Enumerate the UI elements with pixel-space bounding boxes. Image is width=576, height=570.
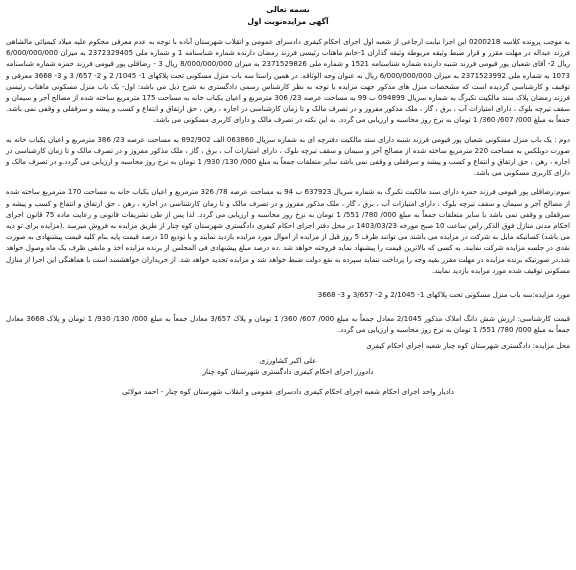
header-bismillah: بسمه تعالی	[266, 5, 310, 14]
signature-title: دادورز اجرای احکام کیفری دادگستری شهرستان کوه چنار	[202, 367, 374, 377]
notice-title: آگهی مزایده‌نوبت اول	[247, 17, 329, 26]
signature-name: علی اکبر کشاورزی	[259, 355, 317, 365]
auction-venue-line: محل مزایده: دادگستری شهرستان کوه چنار شعبه اجرای احکام کیفری	[366, 340, 570, 350]
intro-paragraph: به موجب پرونده کلاسه 0200218 این اجرا نیابت ارجاعی از شعبه اول اجرای احکام کیفری دادسرای عمومی و انقلاب شهرستان آباده با توجه به عدم معرفی محکوم علیه میلاد کیمیائی مالشاهی فرزند عبداله در مهلت مقرر و قرار ضبط وثیقه مربوطه وثیقه گذاران 1-خانم ماهتاب رئیسی فرزند رمضان دارنده شماره شناسنامه 1 و شماره ملی 2372329405 به میزان 6/000/000/000 ریال 2- آقای شعبان پور قیومی فرزند شنبه دارنده شماره شناسنامه 1521 و شماره ملی 2371529826 به میزان 8/000/000/000 ریال 3 - رضاقلی پور قیومی فرزند حمزه شماره شناسنامه 1073 به شماره ملی 2371523992 به میزان 6/000/000/000 ریال به عنوان وجه الوثاقه. در همین راستا سه باب منزل مسکونی تحت پلاکهای 1- 1045/ 2 و 2- 657/ 3 و 3- 3668 معرفی و توقیف و کارشناسی گردیده است که مشخصات منزل های مذکور جهت مزایده با توجه به نظر کارشناس رسمی دادگستری به شرح ذیل می باشد: اول- یک باب منزل مسکونی ماهتاب رئیسی فرزند رمضان پلاک سند مالکیت نکبرگ به شماره سریال 094899 ب 99 به مساحت عرصه 23/ 306 مترمربع و اعیان یکباب خانه به مساحت 175 مترمربع ساخته شده از مصالح آجر و سیمان و سقف تیرچه بلوک ، دارای امتیازات آب ، برق ، گاز ، ملک مذکور مفروز و در تصرف مالک و تا زمان کارشناسی در اجاره ، رهن ، حق ارتفاق و انتفاع و کسب و پیشه و سرقفلی و وقفی نمی باشد. جمعاً به مبلغ 000/ 607/ 360/ 1 تومان به نرخ روز محاسبه و ارزیابی می گردد. به این نکته در تصرف مالک و دارای کاربری مسکونی می باشد.	[6, 37, 570, 125]
appraisal-price-paragraph: قیمت کارشناسی: ارزش شش دانگ املاک مذکور 2/1045 معادل جمعاً به مبلغ 000/ 607/ 360/ 1 تومان و پلاک 3/657 معادل جمعاً به مبلغ 000/ 130/ 930/ 1 تومان و پلاک 3668 معادل جمعاً به مبلغ 000/ 780/ 551/ 1 تومان به نرخ روز محاسبه و ارزیابی می گردد.	[6, 314, 571, 335]
third-property-paragraph: سوم:رضاقلی پور قیومی فرزند حمزه دارای سند مالکیت تکبرگ به شماره سریال 637923 ب 94 به مساحت عرصه 78/ 326 مترمربع و اعیان یکباب خانه به مساحت 170 مترمربع ساخته شده از مصالح آجر و سیمان و سقف تیرچه بلوک ، دارای امتیازات آب ، برق ، گاز ، ملک مذکور مفروز و در تصرف مالک و تا زمان کارشناسی در اجاره ، رهن ، حق ارتفاق و انتفاع و کسب و پیشه و سرقفلی و وقفی نمی باشد با سایر متعلقات جمعاً به مبلغ 000/ 780/ 551/ 1 تومان به نرخ روز محاسبه و ارزیابی می گردد. لذا پس از طی تشریفات قانونی و رعایت ماده 75 قانون اجرای احکام مدنی منازل فوق الذکر راس ساعت 10 صبح مورخه 1403/03/23 در محل دفتر اجرای احکام کیفری دادگستری شهرستان کوه چنار از طریق مزایده به فروش میرسد .(مزایده برای تو دیه می باشد) کسانیکه مایل به شرکت در مزایده می باشند می توانند ظرف 5 روز قبل از مزایده از اموال مورد مزایده بازدید نمایند و با تودیع 10 درصد قیمت پایه بنام کلیه قیمت پیشنهادی به صورت نقدی در جلسه مزایده شرکت نمایند. به کسی که بالاترین قیمت را پیشنهاد نماید فروخته خواهد شد .ده درصد مبلغ پیشنهادی فی المجلس از برنده مزایده اخذ و مابقی ظرف یک ماه وصول خواهد شد.در صورتیکه برنده مزایده در مهلت مقرر بقیه وجه را پرداخت ننماید سپرده به نفع دولت ضبط خواهد شد و مزایده تجدید خواهد شد. از خریداران خواهشمند است با هماهنگی این اجرا از منازل مسکونی توقیف شده مورد مزایده بازدید نمایند.	[6, 187, 571, 275]
auction-subject-line: مورد مزایده:سه باب منزل مسکونی تحت پلاکهای 1- 2/1045 و 2- 3/657 و 3- 3668	[317, 290, 570, 300]
second-property-paragraph: دوم : یک باب منزل مسکونی شعبان پور قیومی فرزند شنبه دارای سند مالکیت دفترچه ای به شماره سریال 063860 الف 892/902 به مساحت عرصه 23/ 386 مترمربع و اعیان یکباب خانه به صورت دوبلکس به مساحت 220 مترمربع ساخته شده از مصالح آجر و سیمان و سقف تیرچه بلوک ، دارای امتیازات آب ، برق ، گاز ، ملک مذکور مفروز و در تصرف مالک و تا زمان کارشناسی در اجاره ، رهن ، حق ارتفاق و انتفاع و کسب و پیشه و سرقفلی و وقفی نمی باشد سایر متعلقات جمعاً به مبلغ 000/ 130/ 930/ 1 تومان به نرخ روز محاسبه و ارزیابی می گردد.و در تصرف مالک و دارای کاربری مسکونی می باشد.	[6, 134, 570, 178]
footer-official-line: دادیار واحد اجرای احکام شعبه اجرای احکام کیفری دادسرای عمومی و انقلاب شهرستان کوه چنار - احمد مولائی	[122, 386, 454, 396]
